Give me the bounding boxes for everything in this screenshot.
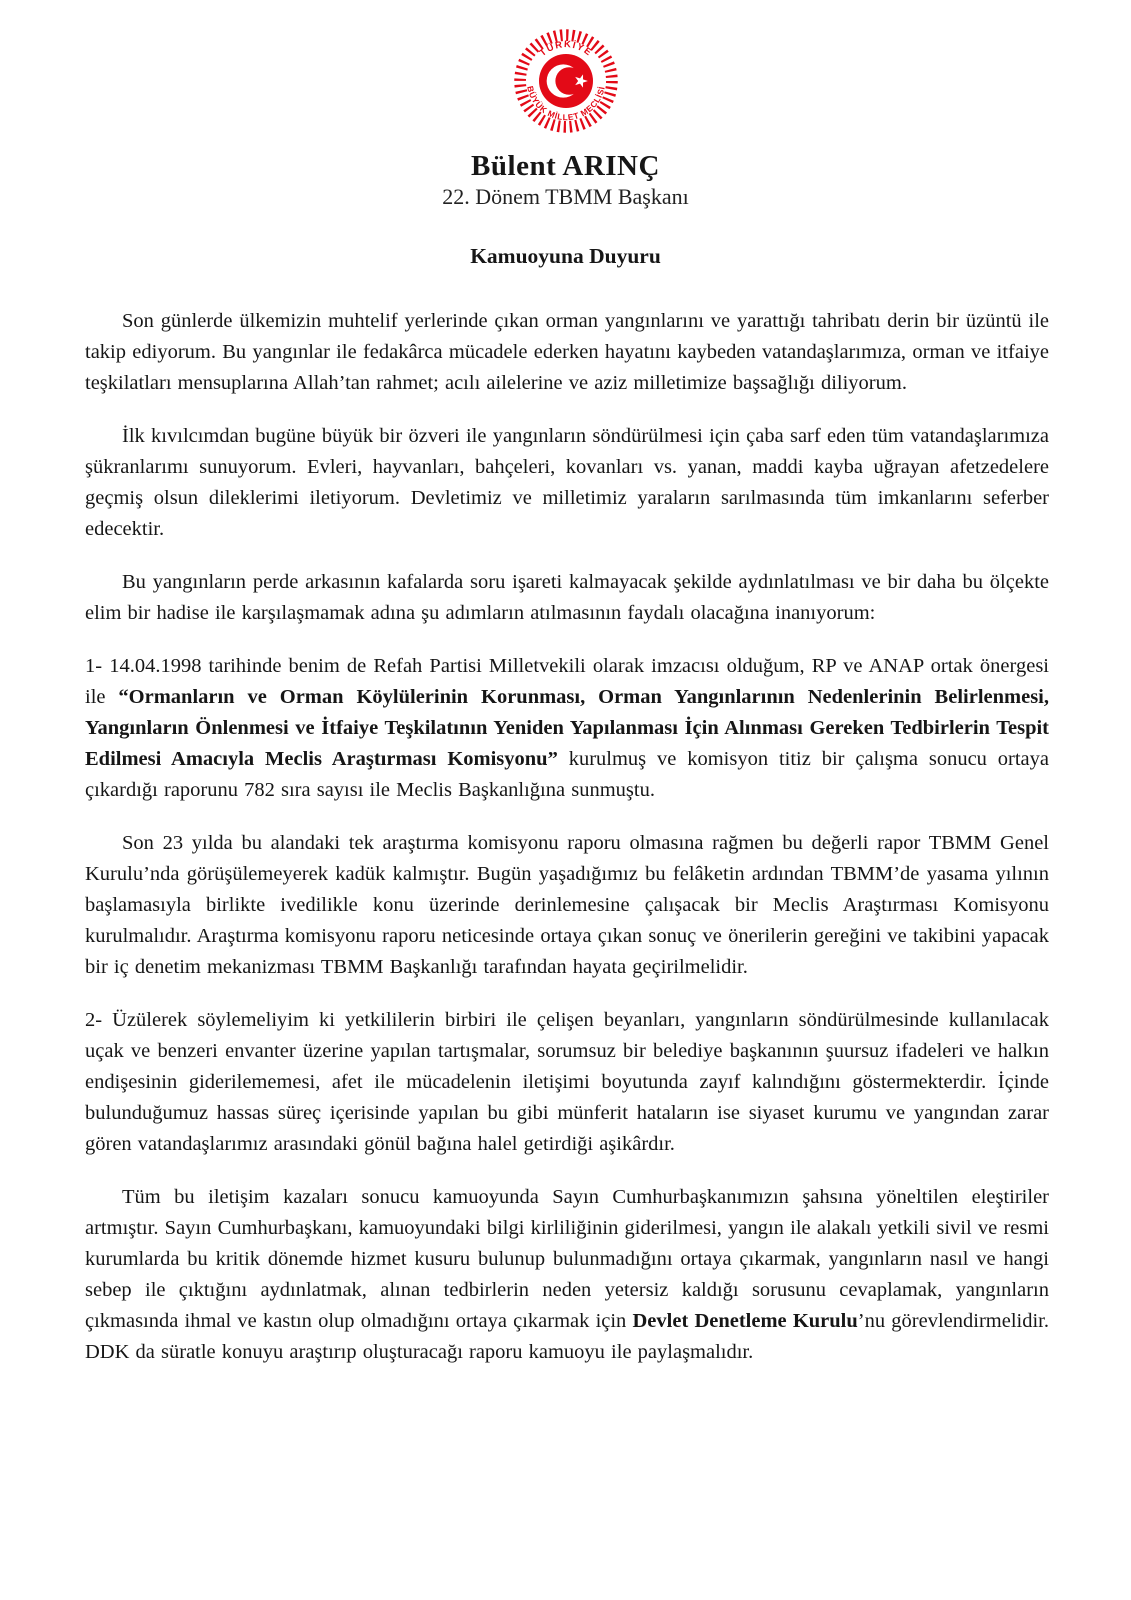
text-segment: Bu yangınların perde arkasının kafalarda soru işareti kalmayacak şekilde aydınlatılması ve bir daha bu ölçekte elim bir hadise ile karşılaşmamak adına şu adımların atılmasının faydalı olacağına inanıyorum: xyxy=(85,571,1049,624)
text-segment: İlk kıvılcımdan bugüne büyük bir özveri ile yangınların söndürülmesi için çaba sarf eden tüm vatandaşlarımıza şükranlarımı sunuyorum. Evleri, hayvanları, bahçeleri, kovanları vs. yanan, maddi kayba uğrayan afetzedelere geçmiş olsun dileklerimi iletiyorum. Devletimiz ve milletimiz yaraların sarılmasında tüm imkanlarını seferber edecektir. xyxy=(85,425,1049,540)
paragraph-1 xyxy=(85,306,1049,399)
text-segment: Son günlerde ülkemizin muhtelif yerlerinde çıkan orman yangınlarını ve yarattığı tahribatı derin bir üzüntü ile takip ediyorum. Bu yangınlar ile fedakârca mücadele ederken hayatını kaybeden vatandaşlarımıza, orman ve itfaiye teşkilatları mensuplarına Allah’tan rahmet; acılı ailelerine ve aziz milletimize başsağlığı diliyorum. xyxy=(85,310,1049,394)
author-title: 22. Dönem TBMM Başkanı xyxy=(442,184,689,209)
text-segment: kurulmuş ve komisyon titiz bir çalışma sonucu ortaya çıkardığı raporunu 782 sıra sayısı ile Meclis Başkanlığına sunmuştu. xyxy=(85,748,1050,801)
seal-ring-text-bottom: BÜYÜK MİLLET MECLİSİ xyxy=(524,84,607,123)
paragraph-5 xyxy=(85,828,1049,983)
document-header xyxy=(0,0,1131,270)
paragraph-4 xyxy=(85,651,1049,806)
author-name: Bülent ARINÇ xyxy=(471,150,660,182)
paragraph-6 xyxy=(85,1005,1049,1160)
tbmm-seal-icon xyxy=(0,27,1131,135)
paragraph-7 xyxy=(85,1182,1049,1368)
text-segment: ’nu görevlendirmelidir. DDK da süratle konuyu araştırıp oluşturacağı raporu kamuoyu ile paylaşmalıdır. xyxy=(85,1310,1049,1363)
seal-ring-text-top: TÜRKİYE xyxy=(537,39,594,59)
document-title: Kamuoyuna Duyuru xyxy=(470,244,661,268)
bold-text-segment: “Ormanların ve Orman Köylülerinin Korunması, Orman Yangınlarının Nedenlerinin Belirlenmesi, Yangınların Önlenmesi ve İtfaiye Teşkilatının Yeniden Yapılanması İçin Alınması Gereken Tedbirlerin Tespit Edilmesi Amacıyla Meclis Araştırması Komisyonu” xyxy=(85,686,1049,770)
paragraph-2 xyxy=(85,421,1049,545)
paragraph-3 xyxy=(85,567,1049,629)
text-segment: Tüm bu iletişim kazaları sonucu kamuoyunda Sayın Cumhurbaşkanımızın şahsına yöneltilen eleştiriler artmıştır. Sayın Cumhurbaşkanı, kamuoyundaki bilgi kirliliğinin giderilmesi, yangın ile alakalı yetkili sivil ve resmi kurumlarda bu kritik dönemde hizmet kusuru bulunup bulunmadığını ortaya çıkarmak, yangınların nasıl ve hangi sebep ile çıktığını aydınlatmak, alınan tedbirlerin neden yetersiz kaldığı sorusunu cevaplamak, yangınların çıkmasında ihmal ve kastın olup olmadığını ortaya çıkarmak için xyxy=(85,1186,1049,1332)
document-body xyxy=(0,270,1131,1368)
text-segment: 2- Üzülerek söylemeliyim ki yetkililerin birbiri ile çelişen beyanları, yangınların söndürülmesinde kullanılacak uçak ve benzeri envanter üzerine yapılan tartışmalar, sorumsuz bir belediye başkanının şuursuz ifadeleri ve halkın endişesinin giderilememesi, afet ile mücadelenin iletişimi boyutunda zayıf kalındığını göstermekterdir. İçinde bulunduğumuz hassas süreç içerisinde yapılan bu gibi münferit hataların ise siyaset kurumu ve yangından zarar gören vatandaşlarımız arasındaki gönül bağına halel getirdiği aşikârdır. xyxy=(85,1009,1049,1155)
bold-text-segment: Devlet Denetleme Kurulu xyxy=(632,1310,858,1332)
text-segment: 1- 14.04.1998 tarihinde benim de Refah Partisi Milletvekili olarak imzacısı olduğum, RP ve ANAP ortak önergesi ile xyxy=(85,655,1049,708)
text-segment: Son 23 yılda bu alandaki tek araştırma komisyonu raporu olmasına rağmen bu değerli rapor TBMM Genel Kurulu’nda görüşülemeyerek kadük kalmıştır. Bugün yaşadığımız bu felâketin ardından TBMM’de yasama yılının başlamasıyla birlikte ivedilikle konu üzerinde derinlemesine çalışacak bir Meclis Araştırması Komisyonu kurulmalıdır. Araştırma komisyonu raporu neticesinde ortaya çıkan sonuç ve önerilerin gereğini ve takibini yapacak bir iç denetim mekanizması TBMM Başkanlığı tarafından hayata geçirilmelidir. xyxy=(85,832,1049,978)
